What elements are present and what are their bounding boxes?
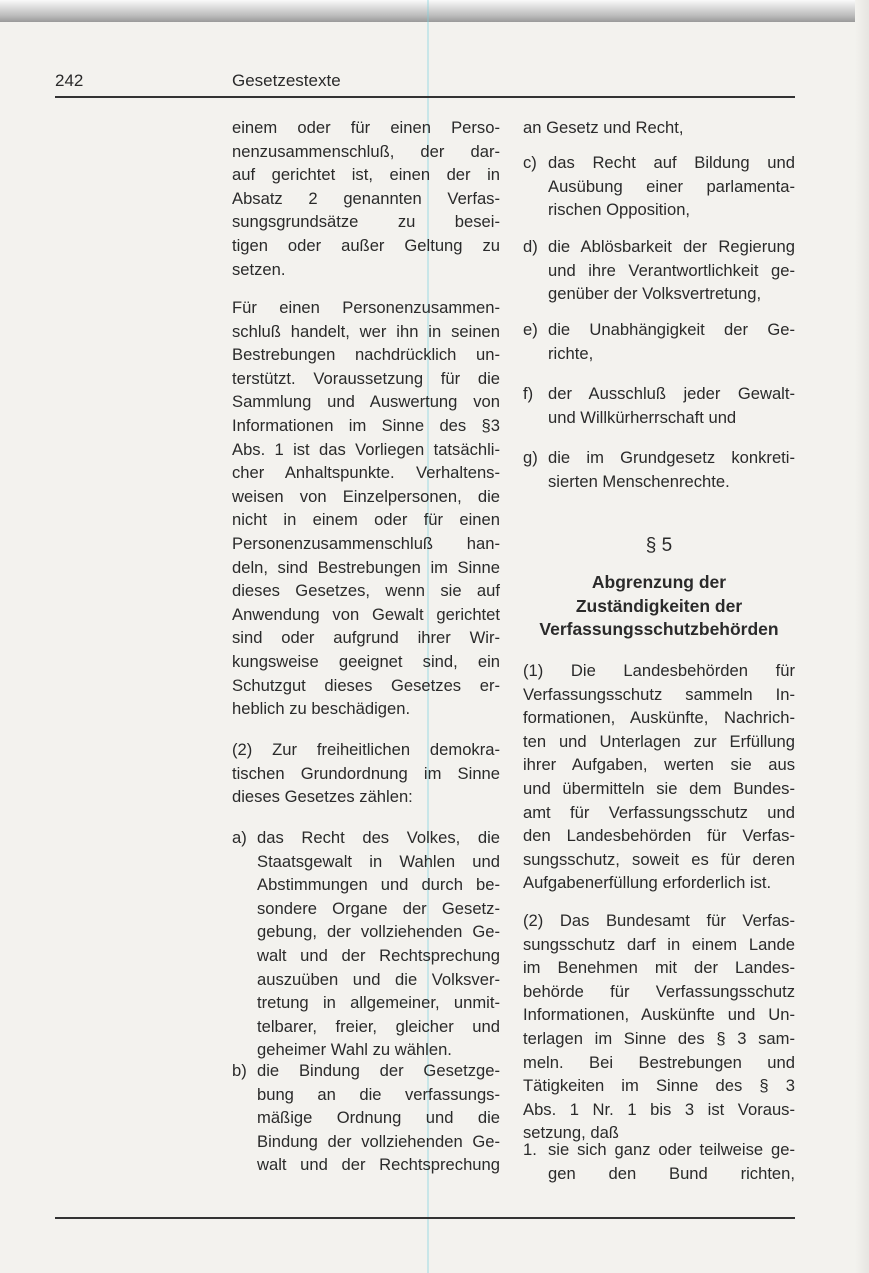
list-item-text xyxy=(257,826,500,1062)
text-line: die Ablösbarkeit der Regierung xyxy=(548,237,795,256)
paragraph xyxy=(523,116,795,140)
text-line: das Recht des Volkes, die xyxy=(257,828,500,847)
text-line: Personenzusammenschluß han- xyxy=(232,533,500,553)
list-item-text xyxy=(257,1059,500,1177)
text-line: Tätigkeiten im Sinne des § 3 xyxy=(523,1076,795,1096)
text-line: Abs. 1 ist das Vorliegen tatsächli- xyxy=(232,439,500,459)
text-line: Anwendung von Gewalt gerichtet xyxy=(232,604,500,624)
text-line: Bestrebungen nachdrücklich un- xyxy=(232,345,500,365)
list-item-text xyxy=(548,318,795,365)
list-item xyxy=(523,151,795,222)
text-line: sungsgrundsätze zu besei- xyxy=(232,212,500,232)
list-label: e) xyxy=(523,320,538,339)
text-line: Verfassungsschutz sammeln In- xyxy=(523,684,795,704)
list-item-text xyxy=(548,382,795,429)
paragraph xyxy=(232,738,500,809)
text-line: meln. Bei Bestrebungen und xyxy=(523,1052,795,1072)
text-line: walt und der Rechtsprechung xyxy=(257,1155,500,1175)
text-line: Verfassungsschutzbehörden xyxy=(539,619,779,640)
text-line: schluß handelt, wer ihn in seinen xyxy=(232,321,500,341)
list-item-text xyxy=(548,446,795,493)
section-heading xyxy=(523,571,795,642)
text-line: auszuüben und die Volksver- xyxy=(257,969,500,989)
text-line: sie sich ganz oder teilweise ge- xyxy=(548,1140,795,1159)
text-line: mäßige Ordnung und die xyxy=(257,1108,500,1128)
text-line: Abgrenzung der xyxy=(591,572,727,592)
text-line: im Benehmen mit der Landes- xyxy=(523,958,795,978)
text-line: weisen von Einzelpersonen, die xyxy=(232,486,500,506)
list-label: a) xyxy=(232,828,247,847)
text-line: tischen Grundordnung im Sinne xyxy=(232,763,500,783)
text-line: Abstimmungen und durch be- xyxy=(257,875,500,895)
text-line: kungsweise geeignet sind, ein xyxy=(232,651,500,671)
text-line: heblich zu beschädigen. xyxy=(232,699,411,719)
list-label: b) xyxy=(232,1061,247,1080)
text-line: Informationen im Sinne des §3 xyxy=(232,415,500,435)
text-line: formationen, Auskünfte, Nachrich- xyxy=(523,708,795,728)
text-line: an Gesetz und Recht, xyxy=(523,118,684,137)
text-line: und ihre Verantwortlichkeit ge- xyxy=(548,260,795,280)
list-item xyxy=(523,446,795,493)
text-line: setzung, daß xyxy=(523,1123,619,1143)
text-line: Bindung der vollziehenden Ge- xyxy=(257,1131,500,1151)
list-item xyxy=(232,1059,500,1177)
text-line: deln, sind Bestrebungen im Sinne xyxy=(232,557,500,577)
text-line: § 5 xyxy=(645,535,673,556)
list-label: g) xyxy=(523,448,538,467)
text-line: Staatsgewalt in Wahlen und xyxy=(257,851,500,871)
scan-edge-right xyxy=(855,0,869,1273)
text-line: und Willkürherrschaft und xyxy=(548,407,737,427)
text-line: Für einen Personenzusammen- xyxy=(232,298,500,317)
text-line: tretung in allgemeiner, unmit- xyxy=(257,993,500,1013)
text-line: telbarer, freier, gleicher und xyxy=(257,1016,500,1036)
running-title: Gesetzestexte xyxy=(232,71,341,90)
list-label: d) xyxy=(523,237,538,256)
text-line: dieses Gesetzes zählen: xyxy=(232,787,413,807)
text-line: (2) Das Bundesamt für Verfas- xyxy=(523,911,795,930)
list-item xyxy=(523,235,795,306)
text-line: richte, xyxy=(548,343,594,363)
text-line: geheimer Wahl zu wählen. xyxy=(257,1040,452,1060)
list-item xyxy=(523,318,795,365)
text-line: der Ausschluß jeder Gewalt- xyxy=(548,384,795,403)
text-line: die Unabhängigkeit der Ge- xyxy=(548,320,795,339)
list-item-text xyxy=(548,235,795,306)
page-number: 242 xyxy=(55,71,84,90)
text-line: Schutzgut dieses Gesetzes er- xyxy=(232,675,500,695)
text-line: Zuständigkeiten der xyxy=(575,595,743,616)
paragraph xyxy=(523,909,795,1145)
scan-edge xyxy=(0,0,869,22)
list-item xyxy=(523,1138,795,1185)
footer-rule xyxy=(55,1217,795,1219)
text-line: einem oder für einen Perso- xyxy=(232,118,500,137)
text-line: nenzusammenschluß, der dar- xyxy=(232,141,500,161)
text-line: sind oder aufgrund ihrer Wir- xyxy=(232,628,500,648)
list-label: f) xyxy=(523,384,534,403)
text-line: auf gerichtet ist, einen der in xyxy=(232,165,500,185)
text-line: dieses Gesetzes, wenn sie auf xyxy=(232,581,500,601)
list-item-text xyxy=(548,151,795,222)
section-number xyxy=(523,534,795,558)
text-line: gebung, der vollziehenden Ge- xyxy=(257,922,500,942)
text-line: sungsschutz, soweit es für deren xyxy=(523,849,795,869)
header-rule xyxy=(55,96,795,98)
list-item xyxy=(523,382,795,429)
text-line: terlagen im Sinne des § 3 sam- xyxy=(523,1028,795,1048)
text-line: setzen. xyxy=(232,259,286,279)
text-line: nicht in einem oder für einen xyxy=(232,510,500,530)
text-line: ihrer Aufgaben, werten sie aus xyxy=(523,755,795,775)
text-line: walt und der Rechtsprechung xyxy=(257,945,500,965)
text-line: (2) Zur freiheitlichen demokra- xyxy=(232,740,500,759)
text-line: terstützt. Voraussetzung für die xyxy=(232,368,500,388)
text-line: (1) Die Landesbehörden für xyxy=(523,661,795,680)
text-line: sungsschutz darf in einem Lande xyxy=(523,934,795,954)
text-line: amt für Verfassungsschutz und xyxy=(523,802,795,822)
text-line: ten und Unterlagen zur Erfüllung xyxy=(523,731,795,751)
text-line: Sammlung und Auswertung von xyxy=(232,392,500,412)
text-line: genüber der Volksvertretung, xyxy=(548,284,762,304)
text-line: den Landesbehörden für Verfas- xyxy=(523,826,795,846)
paragraph xyxy=(232,116,500,281)
paragraph xyxy=(232,296,500,721)
list-item-text xyxy=(548,1138,795,1185)
list-label: c) xyxy=(523,153,537,172)
text-line: das Recht auf Bildung und xyxy=(548,153,795,172)
text-line: die Bindung der Gesetzge- xyxy=(257,1061,500,1080)
text-line: sierten Menschenrechte. xyxy=(548,471,730,491)
text-line: gen den Bund richten, xyxy=(548,1163,795,1183)
text-line: cher Anhaltspunkte. Verhaltens- xyxy=(232,463,500,483)
text-line: Aufgabenerfüllung erforderlich ist. xyxy=(523,873,772,893)
text-line: und übermitteln sie dem Bundes- xyxy=(523,778,795,798)
text-line: bung an die verfassungs- xyxy=(257,1084,500,1104)
text-line: sondere Organe der Gesetz- xyxy=(257,898,500,918)
paragraph xyxy=(523,659,795,895)
text-line: die im Grundgesetz konkreti- xyxy=(548,448,795,467)
text-line: Abs. 1 Nr. 1 bis 3 ist Voraus- xyxy=(523,1099,795,1119)
text-line: tigen oder außer Geltung zu xyxy=(232,235,500,255)
text-line: Absatz 2 genannten Verfas- xyxy=(232,188,500,208)
list-item xyxy=(232,826,500,1062)
text-line: behörde für Verfassungsschutz xyxy=(523,981,795,1001)
text-line: rischen Opposition, xyxy=(548,200,691,220)
list-label: 1. xyxy=(523,1140,537,1159)
text-line: Ausübung einer parlamenta- xyxy=(548,176,795,196)
text-line: Informationen, Auskünfte und Un- xyxy=(523,1005,795,1025)
